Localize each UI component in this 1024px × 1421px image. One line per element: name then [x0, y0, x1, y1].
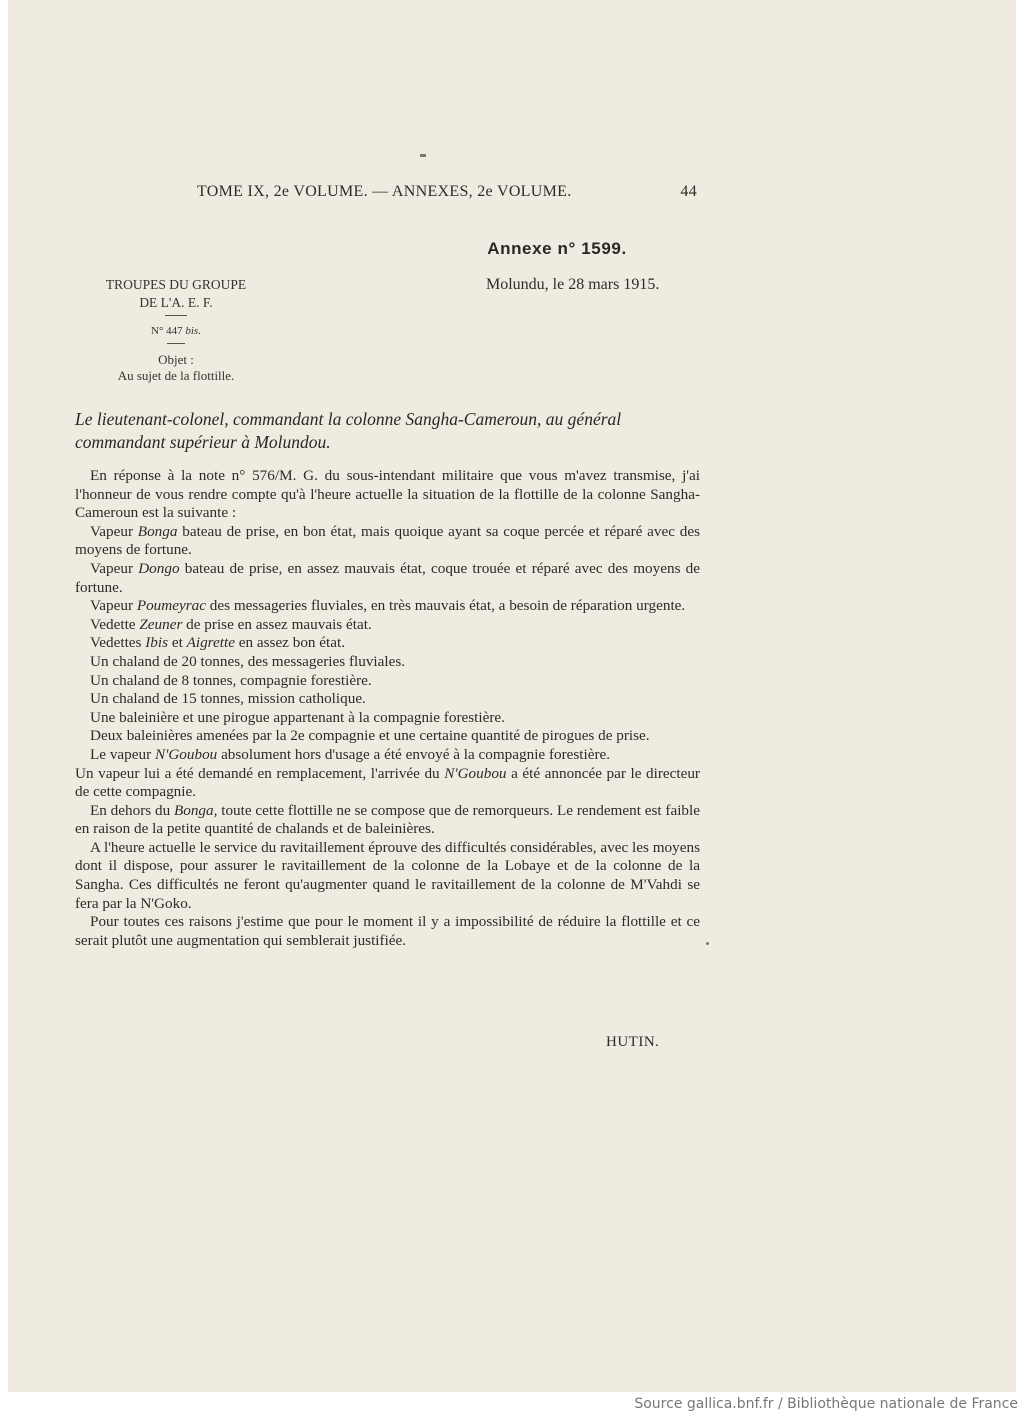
running-title: TOME IX, 2e VOLUME. — ANNEXES, 2e VOLUME.: [197, 183, 572, 200]
paragraph: Vapeur Dongo bateau de prise, en assez mauvais état, coque trouée et réparé avec des moyens de fortune.: [75, 559, 700, 596]
sender-block: [76, 276, 276, 384]
sender-line-2: DE L'A. E. F.: [139, 295, 213, 310]
objet-text: Au sujet de la flottille.: [117, 368, 235, 383]
paragraph: A l'heure actuelle le service du ravitaillement éprouve des difficultés considérables, avec les moyens dont il dispose, pour assurer le ravitaillement de la colonne de la Lobaye et de la colonne de la Sangha. Ces difficultés ne feront qu'augmenter quand le ravitaillement de la colonne de M'Vahdi se fera par la N'Goko.: [75, 838, 700, 912]
paragraph: Un chaland de 20 tonnes, des messageries fluviales.: [90, 652, 406, 670]
letter-body: [75, 467, 700, 950]
paragraph: Une baleinière et une pirogue appartenant à la compagnie forestière.: [90, 708, 505, 726]
divider-rule: [165, 315, 187, 316]
running-header: [197, 183, 697, 201]
paragraph: Vedette Zeuner de prise en assez mauvais état.: [90, 615, 372, 633]
paragraph: Pour toutes ces raisons j'estime que pour le moment il y a impossibilité de réduire la flottille et ce serait plutôt une augmentation qui semblerait justifiée.: [75, 913, 700, 949]
paragraph: En dehors du Bonga, toute cette flottille ne se compose que de remorqueurs. Le rendement est faible en raison de la petite quantité de chalands et de baleinières.: [75, 801, 700, 838]
paragraph: Un vapeur lui a été demandé en remplacement, l'arrivée du N'Goubou a été annoncée par le directeur de cette compagnie.: [75, 764, 700, 801]
paragraph: Deux baleinières amenées par la 2e compagnie et une certaine quantité de pirogues de prise.: [90, 727, 650, 745]
paragraph: Vapeur Poumeyrac des messageries fluviales, en très mauvais état, a besoin de réparation urgente.: [90, 597, 686, 615]
source-credit: Source gallica.bnf.fr / Bibliothèque nationale de France: [634, 1396, 1018, 1412]
paragraph: Vedettes Ibis et Aigrette en assez bon état.: [90, 634, 346, 652]
date-line: Molundu, le 28 mars 1915.: [486, 276, 660, 293]
signature: HUTIN.: [606, 1034, 660, 1050]
paragraph: Un chaland de 8 tonnes, compagnie forestière.: [90, 671, 372, 689]
paragraph: Le vapeur N'Goubou absolument hors d'usage a été envoyé à la compagnie forestière.: [90, 745, 611, 763]
reference-number: N° 447 bis.: [151, 325, 201, 337]
ink-speck: [706, 942, 709, 945]
paragraph: En réponse à la note n° 576/M. G. du sous-intendant militaire que vous m'avez transmise, j'ai l'honneur de vous rendre compte qu'à l'heure actuelle la situation de la flottille de la colonne Sangha-Cameroun est la suivante :: [75, 467, 700, 522]
annex-title: Annexe n° 1599.: [487, 239, 627, 258]
addressee-heading: Le lieutenant-colonel, commandant la colonne Sangha-Cameroun, au général commandant supérieur à Molundou.: [75, 409, 622, 452]
ink-speck: [420, 154, 426, 157]
paragraph: Un chaland de 15 tonnes, mission catholique.: [90, 690, 366, 708]
sender-line-1: TROUPES DU GROUPE: [105, 277, 247, 292]
objet-label: Objet :: [158, 352, 194, 367]
paragraph: Vapeur Bonga bateau de prise, en bon état, mais quoique ayant sa coque percée et réparé avec des moyens de fortune.: [75, 522, 700, 559]
page-number: 44: [680, 183, 697, 200]
divider-rule: [167, 343, 185, 344]
